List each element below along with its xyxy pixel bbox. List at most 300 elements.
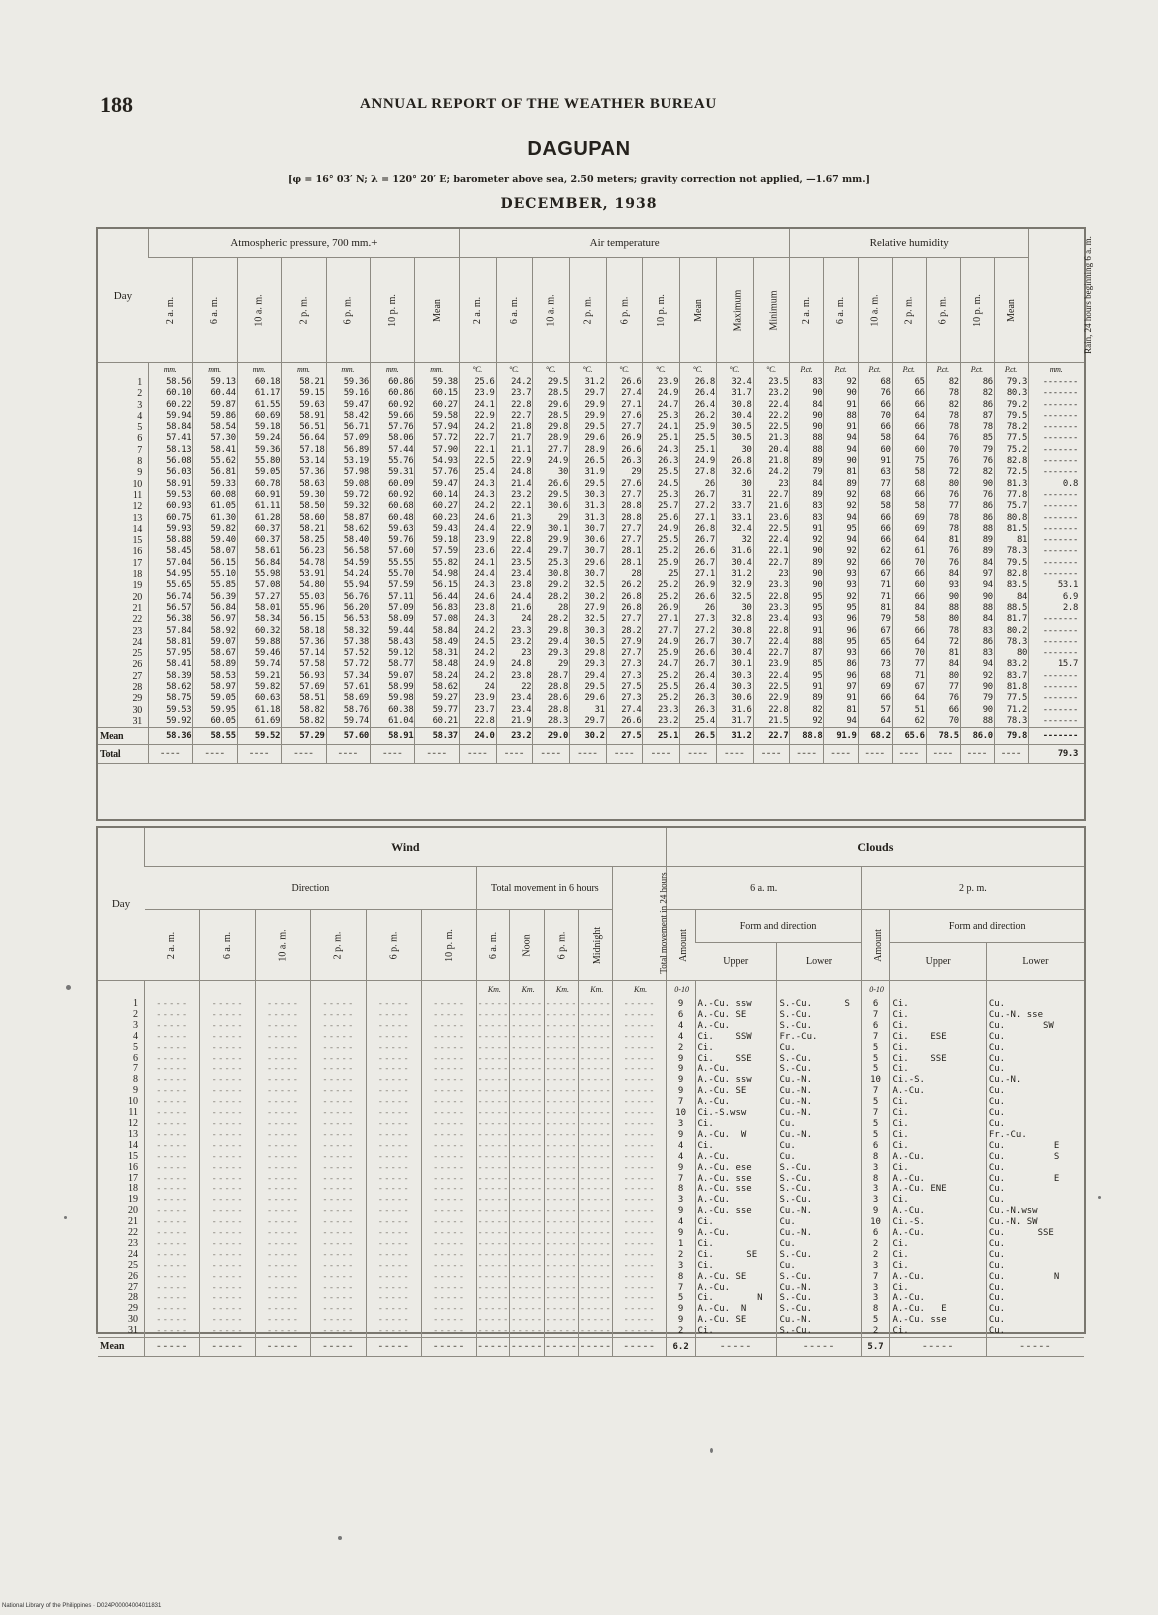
data-cell: 60.44	[193, 388, 237, 399]
unit-label: mm.	[282, 363, 326, 378]
mean-cell: 26.5	[680, 728, 717, 745]
data-cell: 60.15	[415, 388, 459, 399]
empty-wind-cell: -----	[510, 1338, 544, 1357]
day-number: 16	[128, 1161, 139, 1173]
data-cell: 57.36	[282, 467, 326, 478]
unit-label: °C.	[716, 363, 753, 378]
data-cell: 88	[960, 524, 994, 535]
table-row	[98, 614, 1084, 625]
empty-wind-cell: -----	[255, 1195, 310, 1206]
data-cell: 22.4	[753, 637, 790, 648]
empty-wind-cell: -----	[421, 1130, 476, 1141]
table-row	[98, 1261, 1084, 1272]
data-cell: 24.5	[643, 479, 680, 490]
cloud-lower-am: S.-Cu.	[777, 1054, 861, 1065]
empty-wind-cell: -----	[200, 1097, 255, 1108]
mean-cell: -------	[1029, 728, 1084, 745]
empty-wind-cell: -----	[511, 1249, 544, 1260]
cloud-upper-am: A.-Cu. ssw	[695, 999, 777, 1010]
total-empty-cell: ----	[148, 745, 192, 764]
empty-wind-cell: -----	[511, 1075, 544, 1086]
data-cell: 31.2	[570, 377, 607, 388]
mean-cell: 79.8	[994, 728, 1028, 745]
mean-cell: 65.6	[892, 728, 926, 745]
data-cell: 25.4	[680, 716, 717, 728]
cloud-lower-am: Cu.	[777, 1119, 861, 1130]
data-cell: 59.87	[193, 400, 237, 411]
cloud-upper-am: Ci. SSE	[695, 1054, 777, 1065]
data-cell: 59.74	[237, 659, 281, 670]
data-cell: 58.81	[148, 637, 192, 648]
empty-wind-cell: -----	[255, 1206, 310, 1217]
empty-wind-cell: -----	[613, 1304, 666, 1315]
empty-wind-cell: -----	[579, 1260, 612, 1271]
cloud-lower-pm: Cu.	[986, 1054, 1084, 1065]
cloud-upper-pm: A.-Cu.	[890, 1228, 986, 1239]
table-row	[98, 569, 1084, 580]
data-cell: 61.18	[237, 705, 281, 716]
empty-wind-cell: -----	[255, 1021, 310, 1032]
empty-wind-cell: -----	[421, 1010, 476, 1021]
data-cell: 23.4	[496, 693, 533, 704]
empty-wind-cell: -----	[579, 1293, 612, 1304]
data-cell: 64	[892, 693, 926, 704]
data-cell: 94	[824, 716, 858, 728]
empty-wind-cell: -----	[511, 1260, 544, 1271]
empty-wind-cell: -----	[545, 1020, 578, 1031]
empty-wind-cell: -----	[366, 1283, 421, 1294]
empty-wind-cell: -----	[366, 1163, 421, 1174]
cloud-amount-pm: 5	[861, 1043, 890, 1054]
data-cell: 57.59	[415, 546, 459, 557]
cloud-amount-label: Amount	[677, 928, 689, 962]
data-cell: 55.82	[415, 558, 459, 569]
cloud-amount-pm: 8	[861, 1304, 890, 1315]
data-cell: 83	[790, 501, 824, 512]
table-row	[98, 659, 1084, 670]
data-cell: 59.33	[193, 479, 237, 490]
data-cell: 22.1	[496, 501, 533, 512]
data-cell: 27.1	[680, 569, 717, 580]
cloud-amount-pm: 5	[861, 1064, 890, 1075]
table-row	[98, 592, 1084, 603]
upper-header-am: Upper	[695, 943, 777, 981]
data-cell: -------	[1029, 433, 1084, 444]
data-cell: 55.03	[282, 592, 326, 603]
table-row	[98, 1195, 1084, 1206]
data-cell: 23.2	[496, 637, 533, 648]
empty-wind-cell: -----	[311, 1086, 366, 1097]
cloud-amount-am: 7	[666, 1174, 695, 1185]
data-cell: 58.77	[370, 659, 414, 670]
units-cell	[98, 981, 145, 1000]
day-number: 24	[128, 1248, 139, 1260]
cloud-lower-pm: Cu.	[986, 1304, 1084, 1315]
scan-speck	[338, 1536, 342, 1540]
data-cell: 25.5	[680, 433, 717, 444]
cloud-upper-pm: Ci.	[890, 1108, 986, 1119]
total-empty-cell: ----	[680, 745, 717, 764]
empty-wind-cell: -----	[145, 1043, 200, 1054]
unit-label: mm.	[193, 363, 237, 378]
data-cell: 24.9	[533, 456, 570, 467]
empty-wind-cell: -----	[311, 1043, 366, 1054]
data-cell: 24.9	[643, 524, 680, 535]
cloud-lower-pm: Cu.	[986, 1064, 1084, 1075]
empty-wind-cell: -----	[200, 1108, 255, 1119]
table-row	[98, 1239, 1084, 1250]
empty-wind-cell: -----	[311, 1293, 366, 1304]
day-number: 29	[132, 693, 142, 705]
data-cell: 90	[960, 592, 994, 603]
direction-col-label: 10 a. m.	[277, 928, 289, 962]
mean-empty: -----	[777, 1338, 861, 1357]
table-row	[98, 1217, 1084, 1228]
empty-wind-cell: -----	[613, 1108, 666, 1119]
pressure-col-header	[148, 258, 192, 363]
data-cell: 28.8	[533, 705, 570, 716]
empty-wind-cell: -----	[613, 1141, 666, 1152]
cloud-lower-pm: Cu.-N. sse	[986, 1010, 1084, 1021]
empty-wind-cell: -----	[511, 1140, 544, 1151]
table-row	[98, 411, 1084, 422]
empty-wind-cell: -----	[477, 1228, 510, 1239]
data-cell: 55.80	[237, 456, 281, 467]
data-cell: 58.42	[326, 411, 370, 422]
data-cell: 91	[824, 400, 858, 411]
data-cell: 58	[892, 501, 926, 512]
cloud-amount-am: 4	[666, 1032, 695, 1043]
empty-wind-cell: -----	[311, 1097, 366, 1108]
data-cell: 54.24	[326, 569, 370, 580]
empty-wind-cell: -----	[421, 1283, 476, 1294]
data-cell: 30.3	[716, 682, 753, 693]
empty-wind-cell: -----	[255, 1032, 310, 1043]
data-cell: 29.5	[533, 377, 570, 388]
data-cell: 32.5	[570, 580, 607, 591]
data-cell: 76	[926, 456, 960, 467]
data-cell: 79	[960, 445, 994, 456]
data-cell: 81.5	[994, 524, 1028, 535]
data-cell: 79.2	[994, 400, 1028, 411]
empty-wind-cell: -----	[311, 1163, 366, 1174]
data-cell: 22.9	[459, 411, 496, 422]
data-cell: 58.88	[148, 535, 192, 546]
data-cell: 25.6	[643, 513, 680, 524]
pressure-col-header	[415, 258, 459, 363]
cloud-amount-am: 5	[666, 1293, 695, 1304]
temperature-col-header-label: 6 a. m.	[508, 296, 520, 324]
unit-label: Km.	[544, 981, 578, 1000]
data-cell: 54.80	[282, 580, 326, 591]
empty-wind-cell: -----	[579, 1031, 612, 1042]
data-cell: 22.5	[459, 456, 496, 467]
data-cell: 23.9	[459, 535, 496, 546]
data-cell: 22.8	[459, 716, 496, 728]
data-cell: 33.1	[716, 513, 753, 524]
data-cell: 15.7	[1029, 659, 1084, 670]
unit-label: Km.	[579, 981, 613, 1000]
total-empty-cell: ----	[892, 745, 926, 764]
data-cell: 68	[858, 377, 892, 388]
empty-wind-cell: -----	[511, 1217, 544, 1228]
empty-wind-cell: -----	[545, 1129, 578, 1140]
data-cell: 27.3	[606, 693, 643, 704]
data-cell: 90	[790, 411, 824, 422]
empty-wind-cell: -----	[366, 1250, 421, 1261]
empty-wind-cell: -----	[511, 1042, 544, 1053]
empty-wind-cell: -----	[579, 1042, 612, 1053]
data-cell: 23	[753, 479, 790, 490]
data-cell: 70	[926, 716, 960, 728]
data-cell: 28.9	[570, 445, 607, 456]
data-cell: 59.76	[370, 535, 414, 546]
cloud-lower-am: Cu.-N.	[777, 1206, 861, 1217]
cloud-upper-pm: A.-Cu. ENE	[890, 1184, 986, 1195]
empty-wind-cell: -----	[477, 1304, 510, 1315]
empty-wind-cell: -----	[545, 1206, 578, 1217]
data-cell: 65	[892, 377, 926, 388]
empty-wind-cell: -----	[200, 1304, 255, 1315]
table-row	[98, 1021, 1084, 1032]
empty-wind-cell: -----	[511, 1031, 544, 1042]
data-cell: 58.75	[148, 693, 192, 704]
empty-wind-cell: -----	[421, 1261, 476, 1272]
empty-wind-cell: -----	[145, 1064, 200, 1075]
cloud-lower-am: Cu.-N.	[777, 1283, 861, 1294]
direction-col-header	[366, 910, 421, 981]
data-cell: 58.60	[282, 513, 326, 524]
empty-wind-cell: -----	[200, 1119, 255, 1130]
cloud-amount-am: 4	[666, 1217, 695, 1228]
empty-wind-cell: -----	[421, 1217, 476, 1228]
day-number: 1	[137, 377, 142, 388]
empty-wind-cell: -----	[366, 1054, 421, 1065]
data-cell: 59.40	[193, 535, 237, 546]
data-cell: 90	[960, 682, 994, 693]
empty-wind-cell: -----	[145, 1206, 200, 1217]
data-cell: 59.15	[282, 388, 326, 399]
data-cell: 60	[892, 445, 926, 456]
data-cell: 59.98	[370, 693, 414, 704]
empty-wind-cell: -----	[613, 1174, 666, 1185]
data-cell: 82	[960, 388, 994, 399]
empty-wind-cell: -----	[477, 1195, 510, 1206]
data-cell: 25.5	[643, 467, 680, 478]
data-cell: 59.32	[326, 501, 370, 512]
data-cell: 55.65	[148, 580, 192, 591]
humidity-col-header-label: 6 p. m.	[937, 296, 949, 324]
cloud-upper-pm: A.-Cu. E	[890, 1304, 986, 1315]
empty-wind-cell: -----	[145, 999, 200, 1010]
data-cell: 60.38	[370, 705, 414, 716]
day-number: 7	[137, 444, 142, 456]
cloud-amount-am: 2	[666, 1043, 695, 1054]
upper-header-pm: Upper	[890, 943, 986, 981]
data-cell: 88	[960, 716, 994, 728]
empty-wind-cell: -----	[366, 1075, 421, 1086]
day-number: 21	[132, 602, 142, 614]
data-cell: 24.4	[459, 569, 496, 580]
data-cell: 60.21	[415, 716, 459, 728]
data-cell: 26	[680, 479, 717, 490]
cloud-lower-am: S.-Cu.	[777, 1195, 861, 1206]
empty-wind-cell: -----	[255, 1141, 310, 1152]
data-cell: 26.3	[680, 693, 717, 704]
table-row	[98, 400, 1084, 411]
unit-label: mm.	[148, 363, 192, 378]
humidity-group-header: Relative humidity	[790, 229, 1029, 258]
data-cell: 22.4	[496, 546, 533, 557]
data-cell: 58.49	[415, 637, 459, 648]
data-cell: 58.53	[193, 671, 237, 682]
temperature-col-header-label: Mean	[692, 298, 704, 322]
data-cell: 90	[790, 580, 824, 591]
table-row	[98, 1075, 1084, 1086]
data-cell: 89	[790, 490, 824, 501]
data-cell: 61.30	[193, 513, 237, 524]
empty-wind-cell: -----	[545, 1140, 578, 1151]
empty-wind-cell: -----	[255, 1326, 310, 1337]
empty-wind-cell: -----	[511, 999, 544, 1009]
empty-wind-cell: -----	[311, 1174, 366, 1185]
data-cell: 77	[926, 682, 960, 693]
empty-wind-cell: -----	[579, 1162, 612, 1173]
empty-wind-cell: -----	[421, 1064, 476, 1075]
cloud-upper-am: Ci. SSW	[695, 1032, 777, 1043]
data-cell: 93	[790, 614, 824, 625]
cloud-amount-pm: 3	[861, 1293, 890, 1304]
cloud-amount-pm: 5	[861, 1119, 890, 1130]
day-number: 5	[137, 422, 142, 434]
data-cell: 29.7	[570, 388, 607, 399]
data-cell: 59.53	[148, 705, 192, 716]
cloud-amount-am: 9	[666, 1086, 695, 1097]
table-row	[98, 705, 1084, 716]
data-cell: 26.6	[606, 445, 643, 456]
empty-wind-cell: -----	[579, 1140, 612, 1151]
data-cell: 28	[533, 603, 570, 614]
data-cell: 25	[643, 569, 680, 580]
data-cell: 59.63	[370, 524, 414, 535]
data-cell: 30.4	[716, 648, 753, 659]
data-cell: 31.6	[716, 546, 753, 557]
data-cell: 22.1	[459, 445, 496, 456]
empty-wind-cell: -----	[311, 1064, 366, 1075]
data-cell: 54.98	[415, 569, 459, 580]
table-row	[98, 603, 1084, 614]
data-cell: 30.1	[533, 524, 570, 535]
day-number: 21	[128, 1216, 139, 1228]
data-cell: 26.9	[680, 580, 717, 591]
data-cell: 78	[926, 388, 960, 399]
data-cell: 57.04	[148, 558, 192, 569]
data-cell: 29	[533, 513, 570, 524]
cloud-amount-am: 8	[666, 1272, 695, 1283]
data-cell: 92	[824, 490, 858, 501]
data-cell: 22.8	[753, 626, 790, 637]
data-cell: 58.34	[237, 614, 281, 625]
empty-wind-cell: -----	[145, 1315, 200, 1326]
data-cell: 23.8	[496, 671, 533, 682]
cloud-upper-am: Ci.	[695, 1239, 777, 1250]
cloud-upper-am: A.-Cu. sse	[695, 1174, 777, 1185]
units-cell	[200, 981, 255, 1000]
data-cell: 92	[824, 592, 858, 603]
table-row	[98, 1250, 1084, 1261]
empty-wind-cell: -----	[545, 1326, 578, 1337]
empty-wind-cell: -----	[477, 1238, 510, 1249]
data-cell: 61.05	[193, 501, 237, 512]
mean-cell: 58.55	[193, 728, 237, 745]
data-cell: 83.2	[994, 659, 1028, 670]
empty-wind-cell: -----	[200, 1086, 255, 1097]
data-cell: 58.13	[148, 445, 192, 456]
unit-label: Km.	[613, 981, 666, 1000]
empty-wind-cell: -----	[421, 1043, 476, 1054]
data-cell: 58.51	[282, 693, 326, 704]
data-cell: 95	[790, 592, 824, 603]
data-cell: 60.86	[370, 377, 414, 388]
mean-cell: 58.37	[415, 728, 459, 745]
day-number: 31	[132, 715, 142, 727]
data-cell: 29.6	[570, 693, 607, 704]
data-cell: 56.84	[237, 558, 281, 569]
data-cell: 26.5	[570, 456, 607, 467]
data-cell: 58.21	[282, 377, 326, 388]
data-cell: 78	[926, 411, 960, 422]
cloud-lower-pm: Cu.	[986, 999, 1084, 1010]
data-cell: 27.1	[606, 400, 643, 411]
data-cell: 58.56	[148, 377, 192, 388]
mean-cell: 57.29	[282, 728, 326, 745]
empty-wind-cell: -----	[579, 1097, 612, 1108]
empty-wind-cell: -----	[145, 1217, 200, 1228]
data-cell: 23.9	[459, 388, 496, 399]
mean-cell: 24.0	[459, 728, 496, 745]
data-cell: 77	[858, 479, 892, 490]
empty-wind-cell: -----	[579, 999, 612, 1009]
empty-wind-cell: -----	[145, 1195, 200, 1206]
cloud-amount-header-am	[666, 910, 695, 981]
empty-wind-cell: -----	[145, 1239, 200, 1250]
data-cell: 57.90	[415, 445, 459, 456]
data-cell: 28.8	[606, 501, 643, 512]
cloud-lower-pm: Cu.	[986, 1261, 1084, 1272]
cloud-amount-label: Amount	[872, 928, 884, 962]
table-row	[98, 1283, 1084, 1294]
table-row	[98, 513, 1084, 524]
data-cell: 88.5	[994, 603, 1028, 614]
empty-wind-cell: -----	[145, 1021, 200, 1032]
data-cell: 91	[790, 682, 824, 693]
data-cell: 72	[926, 467, 960, 478]
unit-label: °C.	[570, 363, 607, 378]
data-cell: 57.44	[370, 445, 414, 456]
data-cell: 60.93	[148, 501, 192, 512]
empty-wind-cell: -----	[145, 1283, 200, 1294]
data-cell: 59.08	[326, 479, 370, 490]
empty-wind-cell: -----	[511, 1053, 544, 1064]
data-cell: 27.3	[680, 614, 717, 625]
data-cell: 27.3	[606, 659, 643, 670]
day-number: 9	[133, 1085, 139, 1097]
data-cell: 26.8	[680, 377, 717, 388]
cloud-upper-pm: Ci.	[890, 1097, 986, 1108]
pressure-col-header-label: Mean	[431, 298, 443, 322]
empty-wind-cell: -----	[366, 1217, 421, 1228]
data-cell: 91	[790, 626, 824, 637]
